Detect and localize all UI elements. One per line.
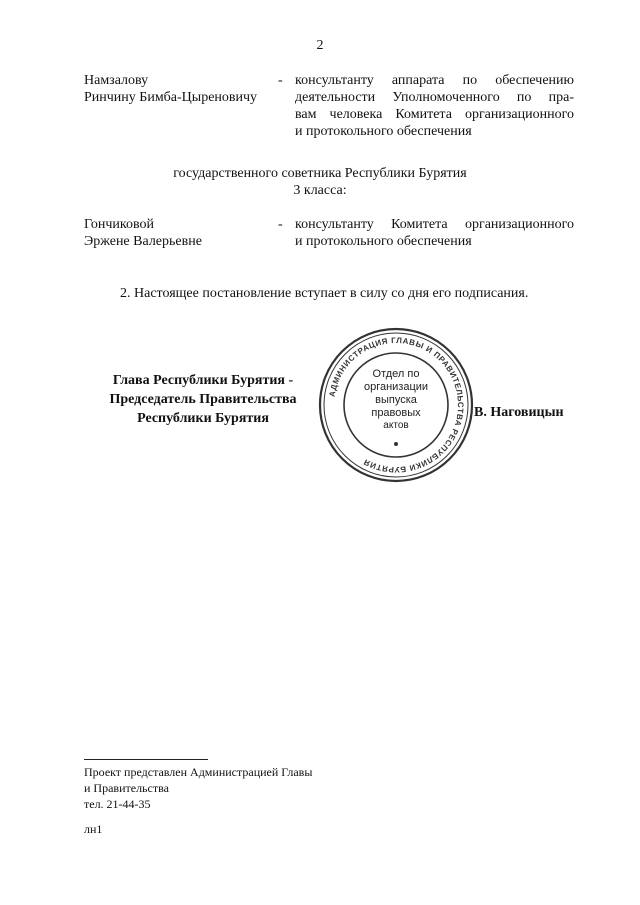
position-line: консультанту аппарата по обеспечению: [295, 73, 574, 88]
signatory-name: В. Наговицын: [474, 405, 564, 420]
name-line: Ринчину Бимба-Цыреновичу: [84, 90, 258, 105]
name-line: Эржене Валерьевне: [84, 234, 202, 249]
position-line: и протокольного обеспечения: [295, 234, 472, 249]
appointment-entry-2: [84, 216, 574, 256]
position-line: и протокольного обеспечения: [295, 124, 472, 139]
footer-line: и Правительства: [84, 781, 169, 795]
appointment-entry-1: [84, 72, 574, 152]
stamp-seal-icon: [316, 325, 476, 485]
stamp-center-line: выпуска: [375, 394, 417, 406]
page-number: 2: [316, 38, 324, 53]
footer-divider: [84, 759, 208, 760]
dash: -: [278, 73, 283, 88]
name-line: Гончиковой: [84, 217, 154, 232]
document-code: лн1: [84, 822, 103, 836]
effective-date-paragraph: 2. Настоящее постановление вступает в силу со дня его подписания.: [120, 286, 529, 301]
stamp-center-line: актов: [383, 420, 409, 431]
stamp-center-line: правовых: [371, 407, 421, 419]
footer-line: Проект представлен Администрацией Главы: [84, 765, 313, 779]
rank-heading: [0, 165, 640, 199]
official-stamp: [316, 325, 476, 485]
appointee-name: [84, 216, 284, 250]
footer-phone: тел. 21-44-35: [84, 797, 151, 811]
stamp-center-line: организации: [363, 381, 429, 393]
footer-note: [84, 764, 312, 812]
signatory-title-line: Председатель Правительства: [109, 392, 297, 407]
rank-heading-line: 3 класса:: [293, 183, 347, 198]
position-line: консультанту Комитета организационного: [295, 217, 574, 232]
dash: -: [278, 217, 283, 232]
name-line: Намзалову: [84, 73, 149, 88]
signatory-title: [104, 371, 302, 428]
appointee-position: [295, 216, 574, 250]
signatory-title-line: Республики Бурятия: [137, 411, 269, 426]
signatory-title-line: Глава Республики Бурятия -: [112, 373, 294, 388]
appointee-position: [295, 72, 574, 140]
appointee-name: [84, 72, 284, 106]
position-line: вам человека Комитета организационного: [295, 107, 574, 122]
position-line: деятельности Уполномоченного по пра-: [295, 90, 574, 105]
stamp-ring-text: АДМИНИСТРАЦИЯ ГЛАВЫ И ПРАВИТЕЛЬСТВА РЕСПУБЛИКИ БУРЯТИЯ: [327, 335, 466, 475]
stamp-center-line: Отдел по: [372, 368, 420, 380]
rank-heading-line: государственного советника Республики Бурятия: [173, 166, 467, 181]
